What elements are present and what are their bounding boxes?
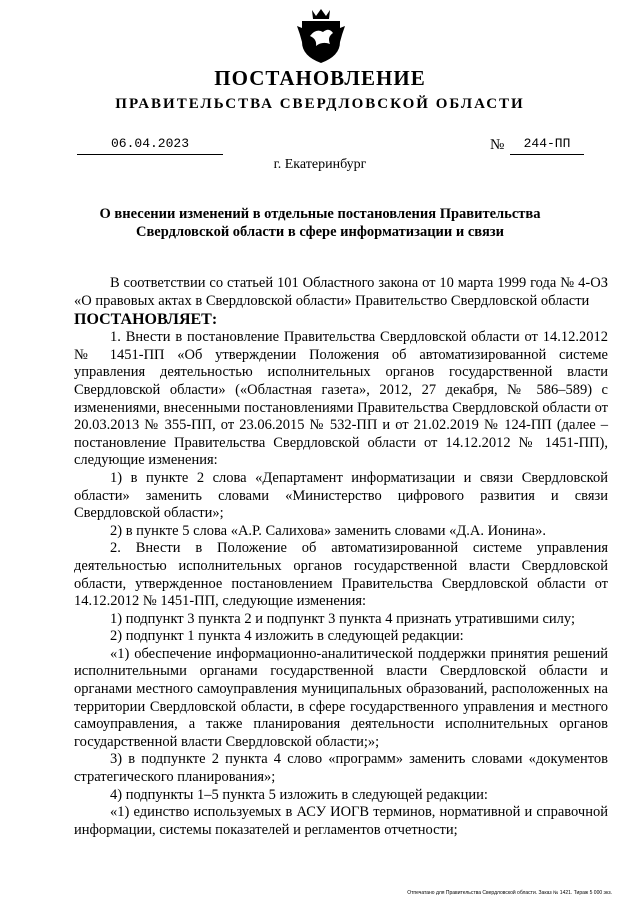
document-heading: О внесении изменений в отдельные постановления Правительства Свердловской области в сфере информатизации и связи xyxy=(99,206,541,240)
paragraph: 2) в пункте 5 слова «А.Р. Салихова» заменить словами «Д.А. Ионина». xyxy=(110,522,546,539)
paragraph: 2. Внести в Положение об автоматизированной системе управления деятельностью исполнительных органов государственной власти Свердловской области, утвержденное постановлением Правительства Свердловской области от 14.12.2012 № 1451-ПП, следующие изменения: xyxy=(74,540,608,610)
paragraph: 1. Внести в постановление Правительства Свердловской области от 14.12.2012 № 1451-ПП «Об утверждении Положения об автоматизированной системе управления деятельностью исполнительных органов государственной власти Свердловской области» («Областная газета», 2012, 27 декабря, № 586–589) с изменениями, внесенными постановлениями Правительства Свердловской области от 20.03.2013 № 355-ПП, от 23.06.2015 № 532-ПП и от 21.02.2019 № 124-ПП (далее – постановление Правительства Свердловской области от 14.12.2012 № 1451-ПП), следующие изменения: xyxy=(74,329,608,469)
paragraph: «1) обеспечение информационно-аналитической поддержки принятия решений исполнительными органами государственной власти Свердловской области и органами местного самоуправления муниципальных образований, расположенных на территории Свердловской области, в сфере государственного управления и местного самоуправления, а также планирования деятельности исполнительных органов государственной власти Свердловской области;»; xyxy=(74,645,608,750)
paragraph: 3) в подпункте 2 пункта 4 слово «программ» заменить словами «документов стратегического планирования»; xyxy=(74,751,608,786)
document-body xyxy=(74,275,608,839)
print-footer: Отпечатано для Правительства Свердловской области. Заказ № 1421. Тираж 5 000 экз. xyxy=(407,890,612,896)
paragraph: 1) в пункте 2 слова «Департамент информатизации и связи Свердловской области» заменить словами «Министерство цифрового развития и связи Свердловской области»; xyxy=(74,469,608,522)
document-subtitle: ПРАВИТЕЛЬСТВА СВЕРДЛОВСКОЙ ОБЛАСТИ xyxy=(115,96,525,112)
paragraph: 2) подпункт 1 пункта 4 изложить в следующей редакции: xyxy=(110,628,464,645)
paragraph: «1) единство используемых в АСУ ИОГВ терминов, нормативной и справочной информации, системы показателей и регламентов отчетности; xyxy=(74,804,608,838)
decree-keyword: ПОСТАНОВЛЯЕТ: xyxy=(74,311,218,329)
document-city: г. Екатеринбург xyxy=(273,157,367,172)
paragraph: 1) подпункт 3 пункта 2 и подпункт 3 пункта 4 признать утратившими силу; xyxy=(110,610,576,627)
paragraph: 4) подпункты 1–5 пункта 5 изложить в следующей редакции: xyxy=(110,786,488,803)
number-label: № xyxy=(490,137,505,153)
paragraph: В соответствии со статьей 101 Областного закона от 10 марта 1999 года № 4-ОЗ «О правовых актах в Свердловской области» Правительство Свердловской области xyxy=(74,275,608,309)
document-number: 244-ПП xyxy=(510,136,584,155)
document-title: ПОСТАНОВЛЕНИЕ xyxy=(214,66,426,90)
document-date: 06.04.2023 xyxy=(77,136,223,155)
coat-of-arms-emblem xyxy=(296,8,346,64)
